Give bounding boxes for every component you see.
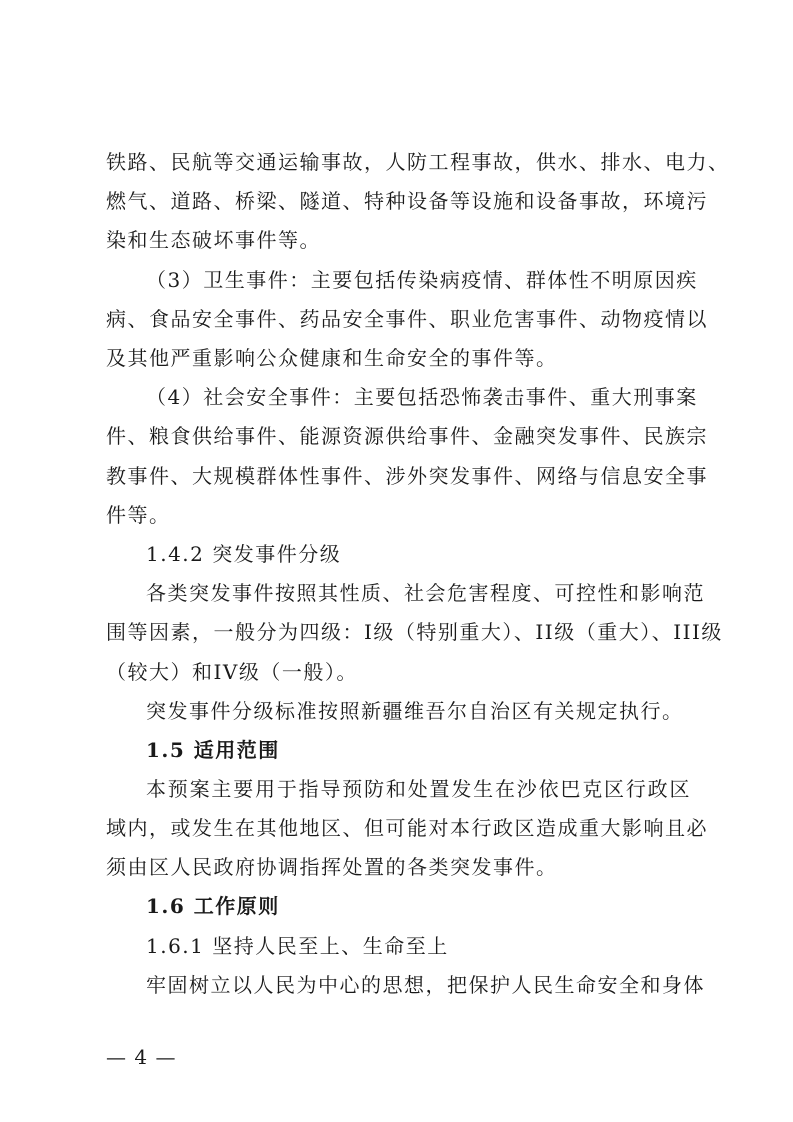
body-text-line: （4）社会安全事件：主要包括恐怖袭击事件、重大刑事案: [146, 385, 698, 409]
body-text-line: 染和生态破坏事件等。: [106, 228, 321, 252]
body-text-line: （3）卫生事件：主要包括传染病疫情、群体性不明原因疾: [146, 268, 698, 292]
section-heading: 1.6 工作原则: [146, 894, 280, 918]
body-text-line: （较大）和IV级（一般）。: [106, 660, 358, 684]
body-text-line: 病、食品安全事件、药品安全事件、职业危害事件、动物疫情以: [106, 307, 708, 331]
section-heading: 1.4.2 突发事件分级: [146, 542, 342, 566]
page-number: — 4 —: [106, 1045, 177, 1069]
body-text-line: 件等。: [106, 503, 171, 527]
section-heading: 1.6.1 坚持人民至上、生命至上: [146, 934, 449, 958]
body-text-line: 燃气、道路、桥梁、隧道、特种设备等设施和设备事故，环境污: [106, 189, 708, 213]
body-text-line: 牢固树立以人民为中心的思想，把保护人民生命安全和身体: [146, 973, 705, 997]
body-text-line: 件、粮食供给事件、能源资源供给事件、金融突发事件、民族宗: [106, 424, 708, 448]
body-text-line: 须由区人民政府协调指挥处置的各类突发事件。: [106, 855, 558, 879]
body-text-line: 突发事件分级标准按照新疆维吾尔自治区有关规定执行。: [146, 699, 684, 723]
body-text-line: 及其他严重影响公众健康和生命安全的事件等。: [106, 346, 558, 370]
body-text-line: 围等因素，一般分为四级：I级（特别重大）、II级（重大）、III级: [106, 620, 723, 644]
body-text-line: 本预案主要用于指导预防和处置发生在沙依巴克区行政区: [146, 777, 691, 801]
body-text-line: 铁路、民航等交通运输事故，人防工程事故，供水、排水、电力、: [106, 150, 730, 174]
section-heading: 1.5 适用范围: [146, 738, 280, 762]
body-text-line: 各类突发事件按照其性质、社会危害程度、可控性和影响范: [146, 581, 705, 605]
body-text-line: 教事件、大规模群体性事件、涉外突发事件、网络与信息安全事: [106, 464, 708, 488]
body-text-line: 域内，或发生在其他地区、但可能对本行政区造成重大影响且必: [106, 816, 708, 840]
